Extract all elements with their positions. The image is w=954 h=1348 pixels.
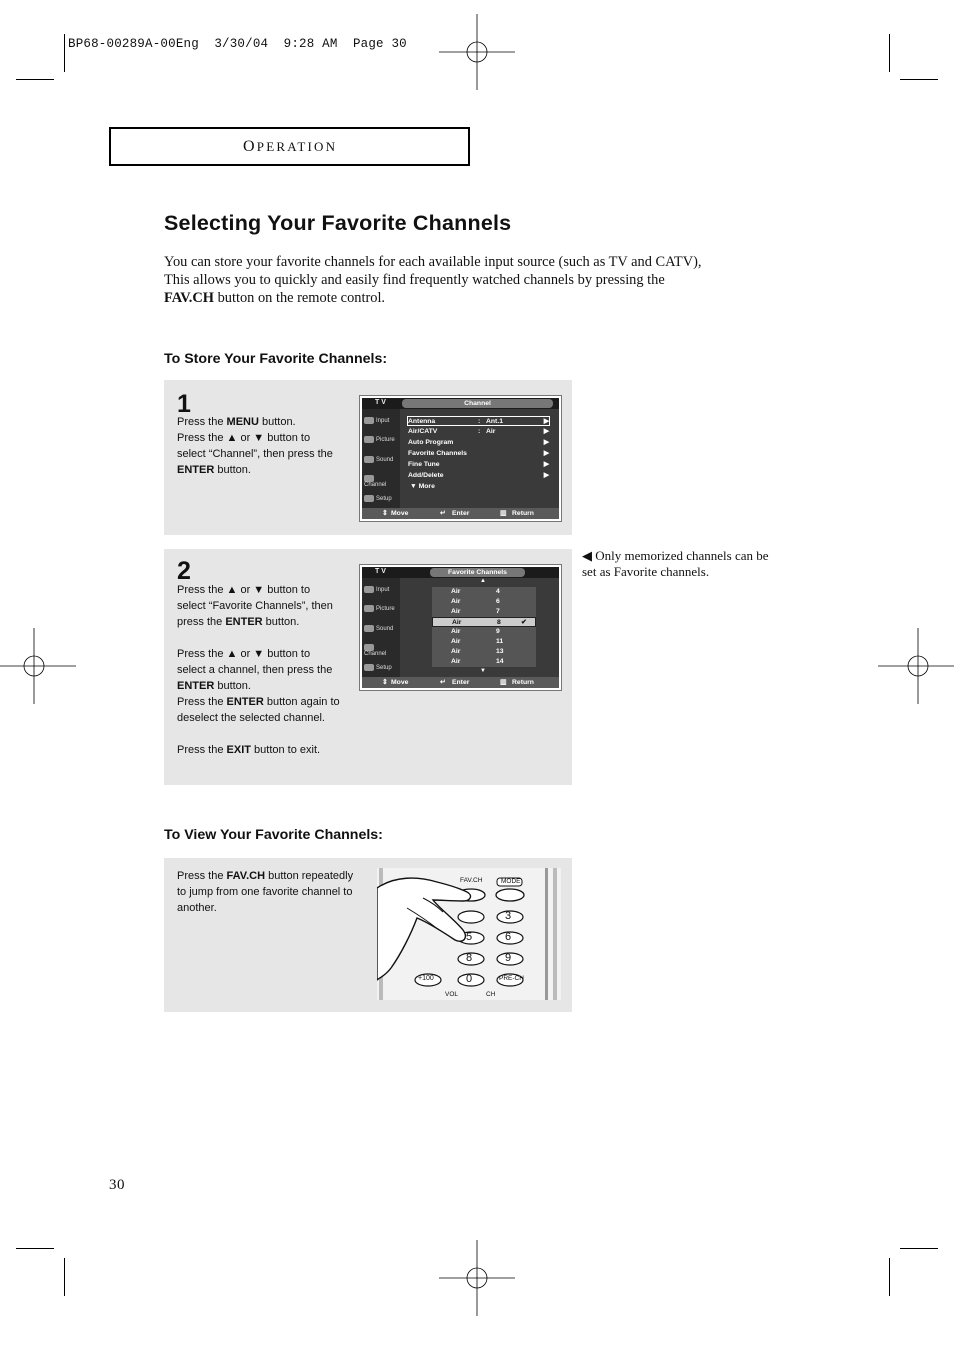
list-item[interactable]: Air 11 — [451, 638, 504, 645]
list-item[interactable]: Air 9 — [451, 628, 500, 635]
enter-icon: ↵ — [440, 510, 446, 517]
channel-icon — [364, 644, 374, 651]
key-8[interactable]: 8 — [466, 952, 473, 964]
key-5[interactable]: 5 — [466, 931, 473, 943]
section-label: OPERATION — [243, 138, 338, 155]
favorite-channel-list — [432, 587, 536, 667]
remote-control-illustration — [377, 868, 561, 1000]
view-panel — [164, 858, 572, 1012]
side-note: ◀ Only memorized channels can be set as Favorite channels. — [582, 548, 769, 579]
view-heading: To View Your Favorite Channels: — [164, 827, 383, 843]
checkmark-icon: ✔ — [521, 619, 527, 626]
sidebar-item-picture[interactable]: Picture — [364, 605, 398, 612]
registration-mark-icon — [0, 628, 76, 704]
print-header: BP68-00289A-00Eng 3/30/04 9:28 AM Page 30 — [68, 37, 407, 51]
menu-footer: ⇕ Move ↵ Enter ▥ Return — [362, 508, 559, 519]
vol-label: VOL — [445, 991, 459, 998]
picture-icon — [364, 605, 374, 612]
return-icon: ▥ — [500, 510, 507, 517]
menu-sidebar — [362, 578, 400, 677]
move-icon: ⇕ — [382, 679, 388, 686]
step-1-panel — [164, 380, 572, 535]
input-icon — [364, 417, 374, 424]
fav-ch-label: FAV.CH — [460, 877, 483, 884]
sound-icon — [364, 456, 374, 463]
setup-icon — [364, 664, 374, 671]
view-instructions: Press the FAV.CH button repeatedly to jump from one favorite channel to another. — [177, 870, 354, 914]
sidebar-item-sound[interactable]: Sound — [364, 625, 398, 632]
ch-label: CH — [486, 991, 496, 998]
return-icon: ▥ — [500, 679, 507, 686]
sidebar-item-channel[interactable]: Channel — [364, 644, 398, 657]
list-item[interactable]: Air 13 — [451, 648, 504, 655]
page-title: Selecting Your Favorite Channels — [164, 211, 512, 235]
menu-item-fine-tune[interactable]: Fine Tune ▶ — [408, 461, 549, 468]
input-icon — [364, 586, 374, 593]
mode-label: MODE — [501, 878, 521, 885]
list-item[interactable]: Air 7 — [451, 608, 500, 615]
pointer-left-icon: ◀ — [582, 548, 592, 563]
sidebar-item-picture[interactable]: Picture — [364, 436, 398, 443]
key-3[interactable]: 3 — [505, 910, 512, 922]
key-plus-100[interactable]: +100 — [418, 975, 434, 982]
menu-sidebar — [362, 409, 400, 508]
registration-mark-icon — [439, 14, 515, 90]
channel-icon — [364, 475, 374, 482]
step-2-instructions: Press the ▲ or ▼ button to select “Favorite Channels”, then press the ENTER button. Press the ▲ or ▼ button to select a channel, then press the ENTER button. Press the ENTER button again to deselect the selected channel. Press the EXIT button to exit. — [177, 584, 340, 756]
intro-paragraph: You can store your favorite channels for each available input source (such as TV and CATV), This allows you to quickly and easily find frequently watched channels by pressing the FAV.CH button on the remote control. — [164, 254, 702, 306]
picture-icon — [364, 436, 374, 443]
list-item[interactable]: Air 14 — [451, 658, 504, 665]
store-heading: To Store Your Favorite Channels: — [164, 351, 388, 367]
sidebar-item-setup[interactable]: Setup — [364, 495, 398, 502]
move-icon: ⇕ — [382, 510, 388, 517]
menu-item-air-catv[interactable]: Air/CATV : Air ▶ — [408, 428, 549, 435]
list-item[interactable]: Air 4 — [451, 588, 500, 595]
registration-mark-icon — [439, 1240, 515, 1316]
sidebar-item-input[interactable]: Input — [364, 586, 398, 593]
sound-icon — [364, 625, 374, 632]
list-item[interactable]: Air 6 — [451, 598, 500, 605]
registration-mark-icon — [878, 628, 954, 704]
menu-item-auto-program[interactable]: Auto Program ▶ — [408, 439, 549, 446]
step-1-instructions: Press the MENU button. Press the ▲ or ▼ button to select “Channel”, then press the ENTER button. — [177, 416, 333, 476]
step-number: 1 — [177, 390, 191, 418]
menu-footer: ⇕ Move ↵ Enter ▥ Return — [362, 677, 559, 688]
key-0[interactable]: 0 — [466, 973, 473, 985]
setup-icon — [364, 495, 374, 502]
sidebar-item-channel[interactable]: Channel — [364, 475, 398, 488]
sidebar-item-input[interactable]: Input — [364, 417, 398, 424]
sidebar-item-setup[interactable]: Setup — [364, 664, 398, 671]
favorite-channels-screen: T V Favorite Channels Input Picture Sound Channel Setup ▲ Air 4 Air 6 Air 7 Air 8 ✔ Air 9 Air 11 Air 13 Air 14 ▼ ⇕ Move ↵ Enter ▥ Return — [359, 564, 562, 691]
menu-item-add-delete[interactable]: Add/Delete ▶ — [408, 472, 549, 479]
menu-title: Favorite Channels — [430, 568, 525, 577]
scroll-up-icon[interactable]: ▲ — [480, 578, 486, 584]
channel-menu-screen: T V Channel Input Picture Sound Channel Setup Antenna : Ant.1 ▶ Air/CATV : Air ▶ Auto Program ▶ Favorite Channels ▶ Fine Tune ▶ Add/Delete ▶ ▼ More ⇕ Move ↵ Enter ▥ Return — [359, 395, 562, 522]
step-2-panel — [164, 549, 572, 785]
menu-title: Channel — [402, 399, 553, 408]
scroll-down-icon[interactable]: ▼ — [480, 668, 486, 674]
menu-item-more[interactable]: ▼ More — [410, 483, 435, 490]
step-number: 2 — [177, 557, 191, 585]
list-item-selected[interactable]: Air 8 ✔ — [432, 617, 536, 627]
enter-icon: ↵ — [440, 679, 446, 686]
key-6[interactable]: 6 — [505, 931, 512, 943]
menu-item-favorite-channels[interactable]: Favorite Channels ▶ — [408, 450, 549, 457]
pre-ch-key[interactable]: PRE-CH — [499, 975, 524, 982]
sidebar-item-sound[interactable]: Sound — [364, 456, 398, 463]
key-9[interactable]: 9 — [505, 952, 512, 964]
page-number: 30 — [109, 1177, 125, 1193]
menu-item-antenna[interactable]: Antenna : Ant.1 ▶ — [408, 418, 549, 425]
